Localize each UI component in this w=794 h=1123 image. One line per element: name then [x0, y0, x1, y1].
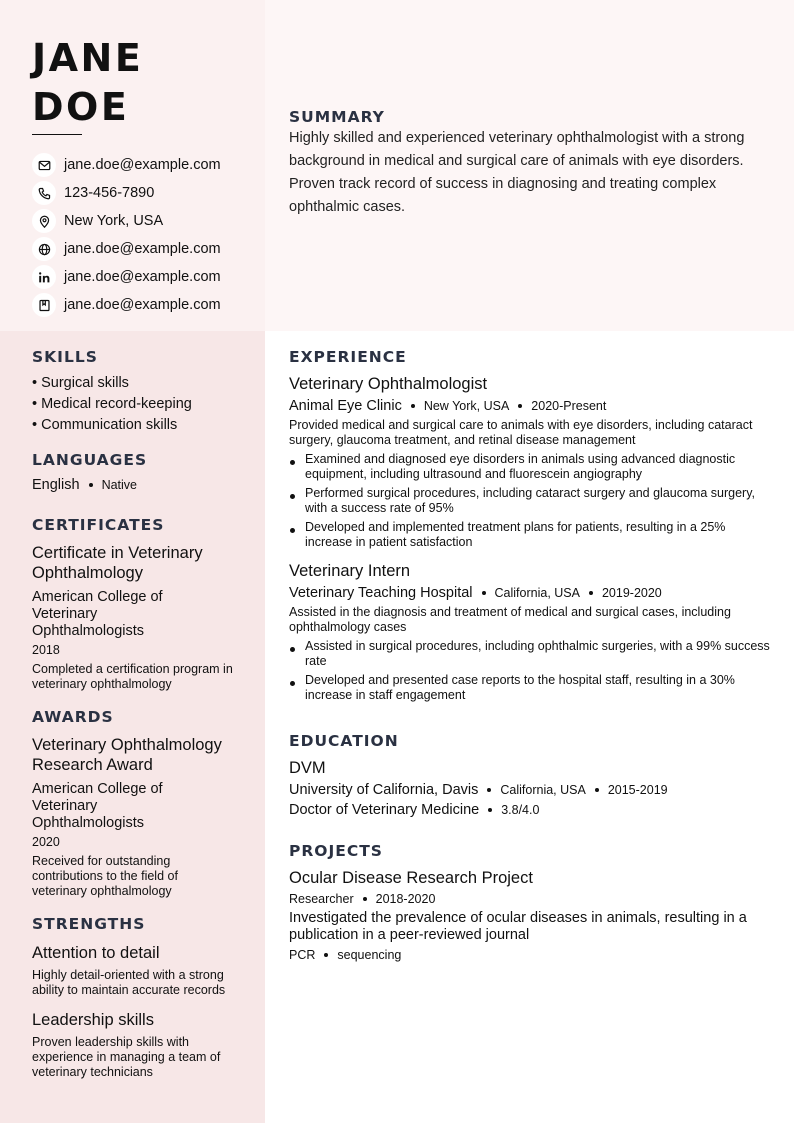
job-dates: 2020-Present: [531, 399, 607, 413]
languages-heading: LANGUAGES: [32, 451, 148, 469]
awards-section: [32, 708, 242, 899]
candidate-name: [32, 34, 143, 132]
job-bullets: [289, 639, 774, 703]
education-location: California, USA: [500, 783, 586, 797]
certificates-heading: CERTIFICATES: [32, 516, 165, 534]
job-company: Veterinary Teaching Hospital: [289, 585, 473, 601]
bookmark-icon: [32, 293, 56, 317]
experience-heading: EXPERIENCE: [289, 348, 407, 366]
award-title: Veterinary Ophthalmology Research Award: [32, 736, 222, 774]
summary-text: Highly skilled and experienced veterinary ophthalmologist with a strong background in medical and surgical care of animals with eye disorders. Proven track record of success in diagnosing and treating complex ophthalmic cases.: [289, 130, 745, 215]
skill-item: • Communication skills: [32, 417, 178, 433]
phone-icon: [32, 181, 56, 205]
job-entry: [289, 375, 774, 550]
project-tags: [289, 948, 774, 962]
job-bullet: Developed and presented case reports to the hospital staff, resulting in a 30% increase in staff engagement: [289, 673, 774, 703]
education-gpa: 3.8/4.0: [501, 803, 540, 817]
awards-heading: AWARDS: [32, 708, 114, 726]
certificates-section: [32, 516, 242, 692]
name-divider: [32, 134, 82, 135]
job-bullet: Developed and implemented treatment plans for patients, resulting in a 25% increase in patient satisfaction: [289, 520, 774, 550]
header-right-panel: [265, 0, 794, 331]
language-item: [32, 477, 242, 493]
separator-dot: [411, 404, 415, 408]
education-heading: EDUCATION: [289, 732, 399, 750]
job-bullet: Examined and diagnosed eye disorders in animals using advanced diagnostic equipment, including ultrasound and fluorescein angiography: [289, 452, 774, 482]
contact-portfolio-text: jane.doe@example.com: [64, 297, 221, 313]
education-degree: Doctor of Veterinary Medicine: [289, 802, 480, 818]
skills-heading: SKILLS: [32, 348, 98, 366]
strength-description: Proven leadership skills with experience in managing a team of veterinary technicians: [32, 1035, 221, 1079]
last-name: DOE: [32, 85, 130, 129]
job-meta: [289, 585, 774, 601]
strength-title: Attention to detail: [32, 944, 160, 962]
contact-website-text: jane.doe@example.com: [64, 241, 221, 257]
main-column: [265, 331, 794, 1123]
contact-email[interactable]: [32, 151, 221, 179]
projects-section: [289, 842, 774, 962]
certificate-description: Completed a certification program in veterinary ophthalmology: [32, 662, 233, 691]
language-level: Native: [101, 478, 137, 492]
project-meta: [289, 892, 774, 906]
job-location: New York, USA: [423, 399, 510, 413]
project-tag: PCR: [289, 948, 316, 962]
job-bullets: [289, 452, 774, 550]
summary-heading: SUMMARY: [289, 108, 385, 126]
strength-title: Leadership skills: [32, 1011, 154, 1029]
project-title: Ocular Disease Research Project: [289, 869, 533, 887]
job-description: Assisted in the diagnosis and treatment of medical and surgical cases, including ophthalmology cases: [289, 605, 731, 634]
skill-item: • Medical record-keeping: [32, 396, 192, 412]
job-location: California, USA: [494, 586, 580, 600]
separator-dot: [518, 404, 522, 408]
linkedin-icon: [32, 265, 56, 289]
strength-description: Highly detail-oriented with a strong ability to maintain accurate records: [32, 968, 226, 997]
location-pin-icon: [32, 209, 56, 233]
project-dates: 2018-2020: [375, 892, 436, 906]
contact-email-text: jane.doe@example.com: [64, 157, 221, 173]
project-role: Researcher: [289, 892, 354, 906]
education-dates: 2015-2019: [607, 783, 668, 797]
job-bullet: Performed surgical procedures, including cataract surgery and glaucoma surgery, with a success rate of 95%: [289, 486, 774, 516]
separator-dot: [488, 808, 492, 812]
job-dates: 2019-2020: [601, 586, 662, 600]
contact-website[interactable]: [32, 235, 221, 263]
projects-heading: PROJECTS: [289, 842, 383, 860]
sidebar: [0, 331, 265, 1123]
separator-dot: [363, 897, 367, 901]
languages-section: [32, 451, 242, 493]
first-name: JANE: [32, 36, 144, 80]
mail-icon: [32, 153, 56, 177]
separator-dot: [589, 591, 593, 595]
education-degree-meta: [289, 802, 774, 818]
separator-dot: [487, 788, 491, 792]
language-name: English: [32, 477, 80, 493]
experience-section: [289, 348, 774, 707]
job-description: Provided medical and surgical care to animals with eye disorders, including cataract surgery, glaucoma treatment, and retinal disease management: [289, 418, 753, 447]
award-issuer: American College of Veterinary Ophthalmologists: [32, 781, 163, 831]
award-description: Received for outstanding contributions to the field of veterinary ophthalmology: [32, 854, 178, 898]
separator-dot: [595, 788, 599, 792]
globe-icon: [32, 237, 56, 261]
job-meta: [289, 398, 774, 414]
skill-item: • Surgical skills: [32, 375, 129, 391]
job-bullet: Assisted in surgical procedures, including ophthalmic surgeries, with a 99% success rate: [289, 639, 774, 669]
contact-location: [32, 207, 221, 235]
contact-list: [32, 151, 221, 319]
contact-phone[interactable]: [32, 179, 221, 207]
certificate-title: Certificate in Veterinary Ophthalmology: [32, 544, 203, 582]
contact-portfolio[interactable]: [32, 291, 221, 319]
separator-dot: [89, 483, 93, 487]
job-company: Animal Eye Clinic: [289, 398, 402, 414]
strengths-heading: STRENGTHS: [32, 915, 146, 933]
contact-linkedin-text: jane.doe@example.com: [64, 269, 221, 285]
award-year: 2020: [32, 835, 60, 849]
degree-short: DVM: [289, 759, 326, 777]
job-title: Veterinary Ophthalmologist: [289, 375, 488, 393]
contact-linkedin[interactable]: [32, 263, 221, 291]
job-entry: [289, 562, 774, 703]
certificate-year: 2018: [32, 643, 60, 657]
education-school-meta: [289, 782, 774, 798]
certificate-issuer: American College of Veterinary Ophthalmologists: [32, 589, 163, 639]
education-school: University of California, Davis: [289, 782, 479, 798]
separator-dot: [324, 953, 328, 957]
education-section: [289, 732, 774, 818]
skills-section: [32, 348, 242, 436]
separator-dot: [482, 591, 486, 595]
project-tag: sequencing: [337, 948, 402, 962]
strengths-section: [32, 915, 242, 1080]
contact-phone-text: 123-456-7890: [64, 185, 155, 201]
job-title: Veterinary Intern: [289, 562, 411, 580]
project-description: Investigated the prevalence of ocular diseases in animals, resulting in a publication in a peer-reviewed journal: [289, 910, 747, 943]
contact-location-text: New York, USA: [64, 213, 164, 229]
